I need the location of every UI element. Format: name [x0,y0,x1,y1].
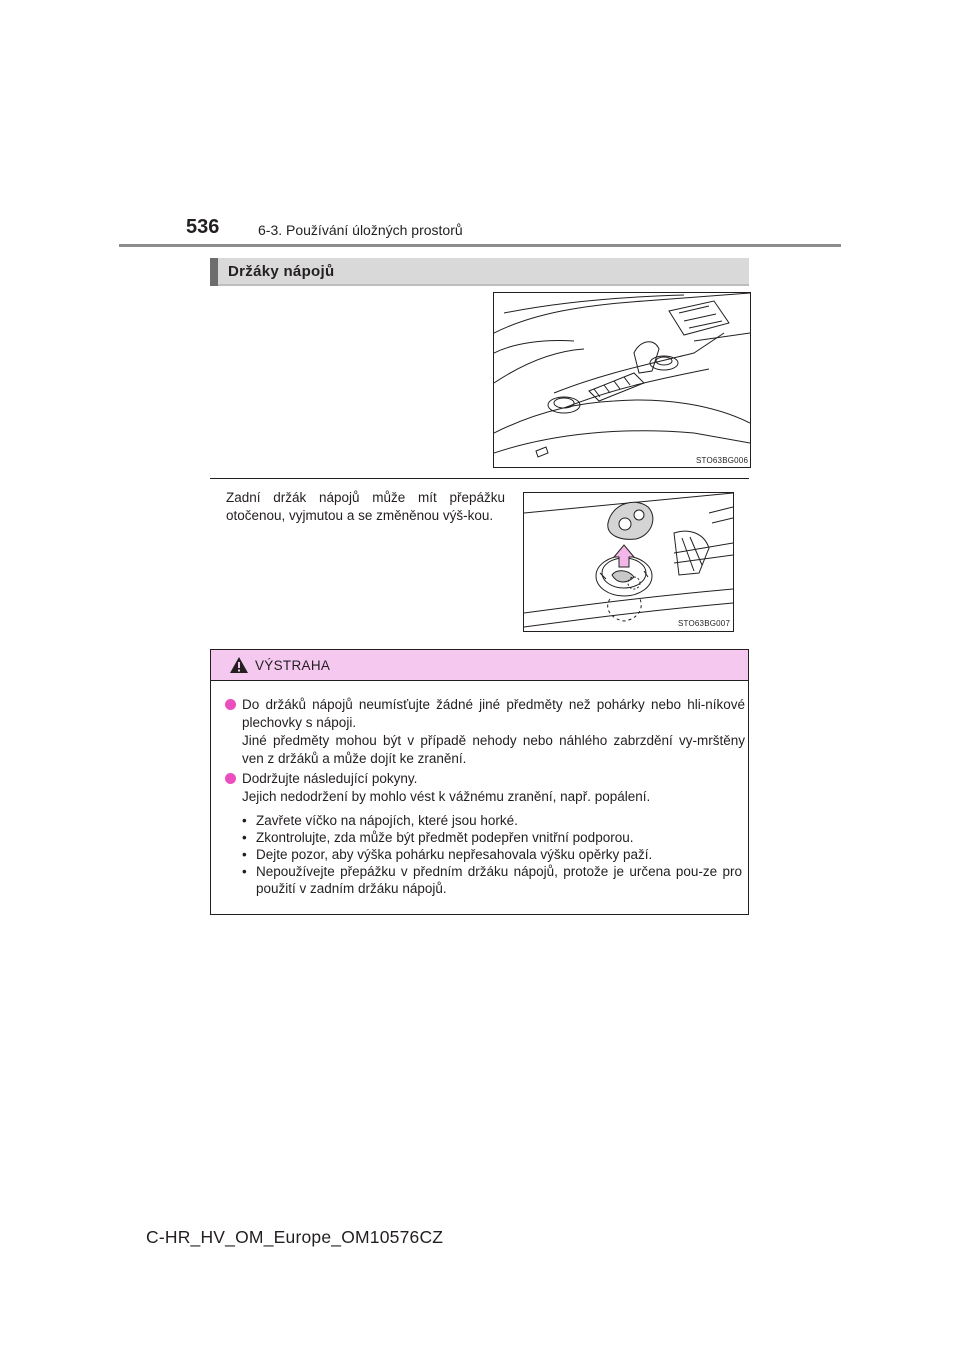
bullet-icon [225,699,236,710]
center-console-drawing [494,293,750,467]
section-title: Držáky nápojů [228,263,335,280]
warning-item [225,696,745,768]
figure-code: STO63BG006 [696,456,749,465]
warning-item [225,770,745,806]
warning-icon [229,656,249,674]
warning-item-text [242,696,745,768]
document-code: C-HR_HV_OM_Europe_OM10576CZ [146,1227,444,1247]
warning-item-line: Jiné předměty mohou být v případě nehody nebo náhlého zabrzdění vy-mrštěny ven z držáků a může dojít ke zranění. [242,733,745,766]
warning-box [210,649,749,915]
warning-item-line: Do držáků nápojů neumísťujte žádné jiné předměty než pohárky nebo hli-níkové plechovky s nápoji. [242,697,745,730]
list-item: • Nepoužívejte přepážku v předním držáku nápojů, protože je určena pou-ze pro použití v zadním držáku nápojů. [242,864,742,896]
warning-item-line: Jejich nedodržení by mohlo vést k vážnému zranění, např. popálení. [242,789,651,804]
page-number: 536 [186,216,220,238]
warning-title: VÝSTRAHA [255,658,331,673]
list-item: • Zavřete víčko na nápojích, které jsou horké. [242,813,518,828]
list-item: • Zkontrolujte, zda může být předmět podepřen vnitřní podporou. [242,830,634,845]
header-rule [119,244,841,247]
section-heading [210,258,749,286]
chapter-title: 6-3. Používání úložných prostorů [258,222,463,238]
rear-cup-holder-illustration [523,492,734,632]
bullet-dot-icon: • [242,813,247,828]
warning-item-line: Dodržujte následující pokyny. [242,771,418,786]
cup-holder-illustration [493,292,751,468]
list-item: • Dejte pozor, aby výška pohárku nepřesahovala výšku opěrky paží. [242,847,653,862]
divider-removal-drawing [524,493,733,631]
warning-header [211,650,748,681]
section-divider [210,478,749,479]
bullet-dot-icon: • [242,830,247,845]
section-accent [210,258,218,286]
bullet-icon [225,773,236,784]
bullet-dot-icon: • [242,847,247,862]
description-text: Zadní držák nápojů může mít přepážku otočenou, vyjmutou a se změněnou výš-kou. [226,490,505,523]
bullet-dot-icon: • [242,864,247,879]
instruction-list [242,812,742,897]
warning-item-text [242,770,745,806]
figure-code: STO63BG007 [678,619,731,628]
